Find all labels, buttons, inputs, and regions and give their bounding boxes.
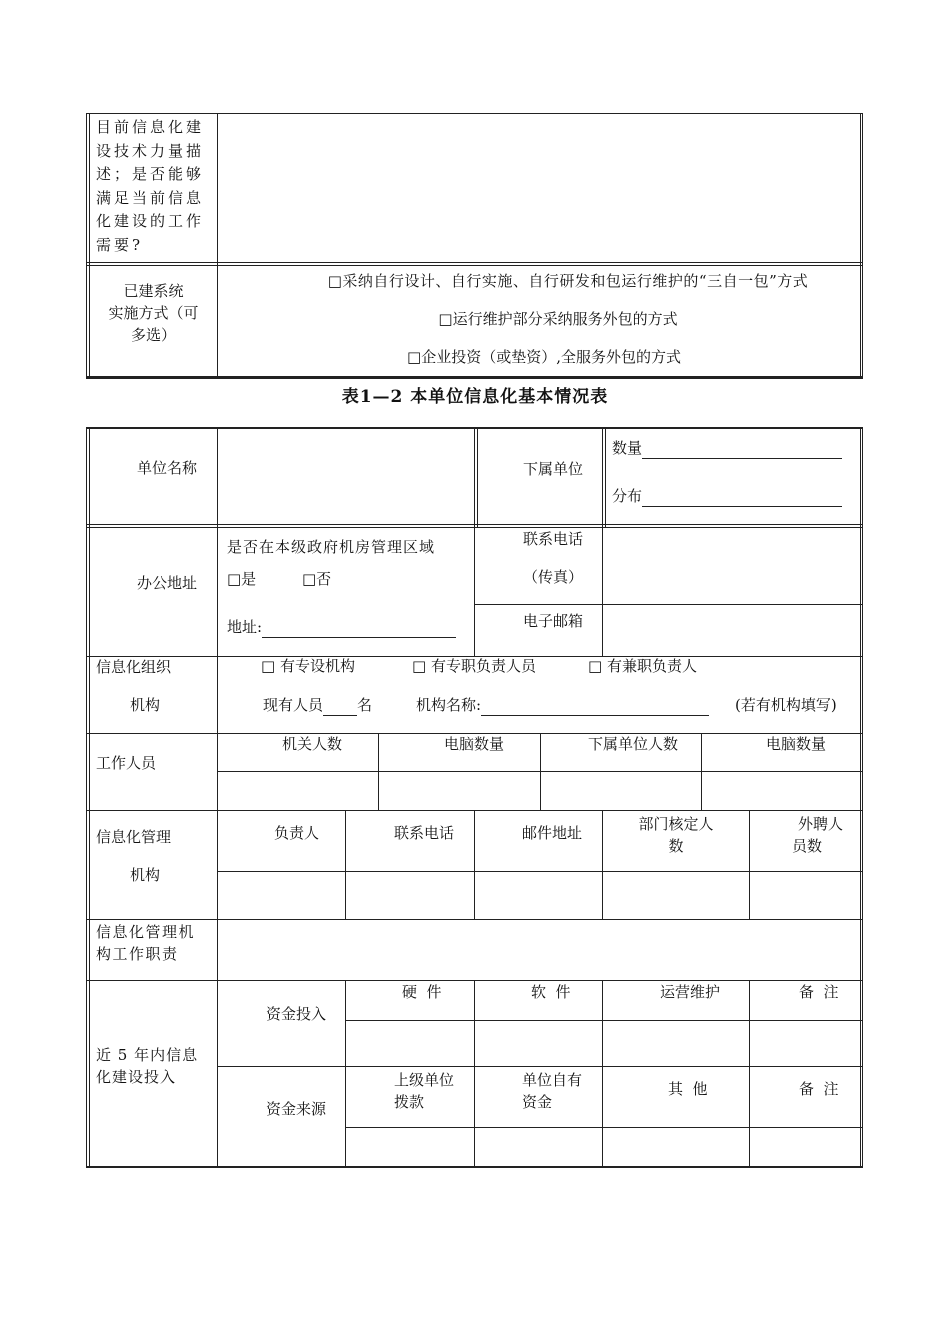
mgmt-dept-field[interactable] (604, 873, 748, 918)
fund-own-field[interactable] (476, 1129, 601, 1166)
fund-superior-field[interactable] (347, 1129, 473, 1166)
mgmt-header-ext: 外聘人 员数 (792, 815, 844, 855)
staff-label: 工作人员 (96, 754, 157, 772)
gov-room-question: 是否在本级政府机房管理区域 (227, 538, 436, 556)
option-partial-outsource[interactable]: □运行维护部分采纳服务外包的方式 (438, 310, 678, 328)
mgmt-header-head: 负责人 (274, 824, 320, 842)
fund-source-superior: 上级单位 拨款 (394, 1071, 455, 1111)
fund-source-other: 其 他 (668, 1080, 708, 1098)
org-name-note: (若有机构填写) (735, 696, 837, 714)
unit-name-field[interactable] (219, 430, 473, 523)
distribution-blank[interactable] (642, 490, 842, 507)
org-name-blank[interactable] (481, 699, 709, 716)
fund-ops-field[interactable] (604, 1022, 748, 1065)
staff-header-pc: 电脑数量 (444, 735, 505, 753)
email-field[interactable] (604, 606, 860, 655)
org-name-row: 机构名称: (416, 696, 709, 716)
fund-source-label: 资金来源 (266, 1100, 327, 1118)
duty-field[interactable] (219, 921, 860, 979)
phone-field[interactable] (604, 529, 860, 603)
sub-unit-distribution: 分布 (612, 487, 842, 507)
staff-count-row: 现有人员 名 (263, 696, 373, 714)
fund-hardware-field[interactable] (347, 1022, 473, 1065)
fund-header-software: 软 件 (531, 983, 571, 1001)
phone-label: 联系电话 (523, 530, 584, 548)
option-three-self[interactable]: □采纳自行设计、自行实施、自行研发和包运行维护的“三自一包”方式 (327, 272, 809, 290)
mgmt-email-field[interactable] (476, 873, 601, 918)
sub-unit-quantity: 数量 (612, 439, 842, 459)
staff-header-sub: 下属单位人数 (588, 735, 679, 753)
table-2-title: 表1—2 本单位信息化基本情况表 (341, 387, 609, 407)
org-label-2: 机构 (130, 696, 161, 714)
fund-header-ops: 运营维护 (660, 983, 721, 1001)
fund-header-note: 备 注 (799, 983, 839, 1001)
staff-header-sub-pc: 电脑数量 (766, 735, 827, 753)
org-option-parttime[interactable]: □ 有兼职负责人 (588, 657, 697, 675)
staff-pc-field[interactable] (380, 773, 539, 809)
duty-label: 信息化管理机 构工作职责 (96, 923, 196, 963)
tech-capacity-label: 目前信息化建 设技术力量描 述；是否能够 满足当前信息 化建设的工作 需要? (96, 118, 205, 254)
mgmt-label-2: 机构 (130, 866, 161, 884)
unit-name-label: 单位名称 (137, 459, 198, 477)
staff-sub-field[interactable] (542, 773, 700, 809)
invest-label: 近 5 年内信息 化建设投入 (96, 1046, 199, 1086)
email-label: 电子邮箱 (523, 612, 584, 630)
org-option-dedicated[interactable]: □ 有专设机构 (261, 657, 355, 675)
fund-source-note-field[interactable] (751, 1129, 860, 1166)
impl-method-options (218, 262, 860, 376)
fund-note-field[interactable] (751, 1022, 860, 1065)
staff-header-gov: 机关人数 (282, 735, 343, 753)
mgmt-label: 信息化管理 (96, 828, 172, 846)
staff-gov-field[interactable] (219, 773, 377, 809)
office-address-label: 办公地址 (137, 574, 198, 592)
fund-software-field[interactable] (476, 1022, 601, 1065)
fund-header-hardware: 硬 件 (402, 983, 442, 1001)
mgmt-phone-field[interactable] (347, 873, 473, 918)
mgmt-header-phone: 联系电话 (394, 824, 455, 842)
tech-capacity-field[interactable] (218, 114, 860, 262)
mgmt-header-dept: 部门核定人 数 (638, 815, 714, 855)
org-label: 信息化组织 (96, 658, 172, 676)
fund-input-label: 资金投入 (266, 1005, 327, 1023)
staff-sub-pc-field[interactable] (703, 773, 860, 809)
quantity-blank[interactable] (642, 442, 842, 459)
fax-label: （传真） (523, 568, 584, 586)
impl-method-label: 已建系统 实施方式（可 多选） (108, 282, 199, 344)
sub-unit-label: 下属单位 (523, 460, 584, 478)
org-option-fulltime[interactable]: □ 有专职负责人员 (412, 657, 536, 675)
fund-source-note: 备 注 (799, 1080, 839, 1098)
mgmt-header-email: 邮件地址 (522, 824, 583, 842)
address-row: 地址: (227, 618, 456, 638)
gov-room-no[interactable]: □否 (302, 570, 332, 588)
fund-source-own: 单位自有 资金 (522, 1071, 583, 1111)
fund-other-field[interactable] (604, 1129, 748, 1166)
mgmt-ext-field[interactable] (751, 873, 860, 918)
mgmt-head-field[interactable] (219, 873, 344, 918)
gov-room-yes[interactable]: □是 (227, 570, 257, 588)
option-full-outsource[interactable]: □企业投资（或垫资）,全服务外包的方式 (407, 348, 681, 366)
staff-count-blank[interactable] (323, 699, 357, 716)
address-blank[interactable] (262, 621, 456, 638)
